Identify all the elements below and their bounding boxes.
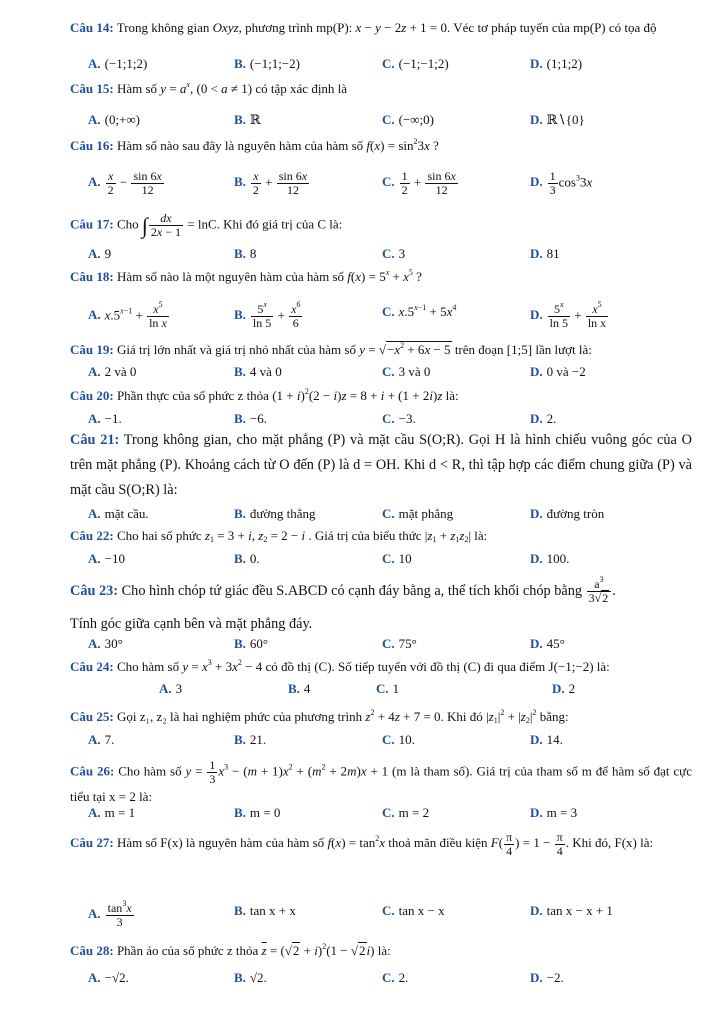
- question-15: Câu 15: Hàm số $y = a^x$, (0 < a ≠ 1) có tập xác định là: [70, 80, 348, 96]
- option-b[interactable]: B. $\frac{5^x}{\ln 5}$ + $\frac{x^6}{6}$: [234, 300, 301, 330]
- option-d[interactable]: D. 45°: [530, 636, 565, 651]
- question-23: Câu 23: Cho hình chóp tứ giác đều S.ABCD có cạnh đáy bằng a, thể tích khối chóp bằng $\frac{a^3}{3√2}$ .: [70, 575, 616, 605]
- answer-options-15: [88, 111, 698, 129]
- question-21: Câu 21: Trong không gian, cho mặt phẳng (P) và mặt cầu S(O;R). Gọi H là hình chiếu vuông góc của O trên mặt phẳng (P). Khoảng cách từ O đến (P) là d = OH. Khi d < R, thì tập hợp các điểm chung giữa (P) và mặt cầu S(O;R) là:: [70, 432, 692, 498]
- option-d[interactable]: D. 100.: [530, 551, 570, 566]
- question-17: Câu 17: Cho ∫ $\frac{dx}{2x - 1}$ = lnC. Khi đó giá trị của C là:: [70, 211, 343, 239]
- answer-options-25: [88, 731, 698, 749]
- answer-options-24: [70, 680, 700, 698]
- option-b[interactable]: B. $\frac{x}{2}$ + $\frac{\sin 6x}{12}$: [234, 169, 308, 197]
- option-d[interactable]: D. (1;1;2): [530, 56, 583, 71]
- question-26: Câu 26: Cho hàm số y = $\frac{1}{3}$ $x^3 - (m + 1)x^2 + (m^2 + 2m)x + 1$ (m là tham số). Giá trị của tham số m để hàm số đạt cực tiểu tại x = 2 là:: [70, 758, 692, 804]
- option-a[interactable]: A. −1.: [88, 411, 122, 426]
- option-a[interactable]: A. −√2.: [88, 970, 129, 985]
- answer-options-14: [88, 55, 698, 73]
- option-c[interactable]: C. tan x − x: [382, 903, 445, 918]
- answer-options-18: [88, 300, 698, 330]
- answer-options-21: [88, 505, 698, 523]
- option-b[interactable]: B. đường thẳng: [234, 506, 316, 521]
- option-c[interactable]: C. 75°: [382, 636, 417, 651]
- answer-options-20: [88, 410, 698, 428]
- option-d[interactable]: D. m = 3: [530, 805, 578, 820]
- option-a[interactable]: A. 2 và 0: [88, 364, 137, 379]
- question-14: Câu 14: Trong không gian Oxyz, phương trình mp(P): x − y − 2z + 1 = 0. Véc tơ pháp tuyến của mp(P) có tọa độ: [70, 20, 657, 35]
- option-c[interactable]: C. 3: [382, 246, 406, 261]
- answer-options-16: [88, 169, 698, 197]
- option-c[interactable]: C. 10.: [382, 732, 415, 747]
- option-b[interactable]: B. 60°: [234, 636, 269, 651]
- option-d[interactable]: D. 0 và −2: [530, 364, 586, 379]
- option-c[interactable]: C. $\frac{1}{2}$ + $\frac{\sin 6x}{12}$: [382, 169, 456, 197]
- option-a[interactable]: A. (−1;1;2): [88, 56, 148, 71]
- option-a[interactable]: A. m = 1: [88, 805, 136, 820]
- option-a[interactable]: A. 7.: [88, 732, 115, 747]
- option-d[interactable]: D. ℝ∖{0}: [530, 112, 585, 127]
- option-a[interactable]: A. 30°: [88, 636, 123, 651]
- option-d[interactable]: D. $\frac{5^x}{\ln 5}$ + $\frac{x^5}{\text{ln x}}$: [530, 300, 607, 330]
- option-d[interactable]: D. $\frac{1}{3}$ $\cos^33x$: [530, 169, 593, 197]
- option-b[interactable]: B. 21.: [234, 732, 267, 747]
- question-27: Câu 27: Hàm số F(x) là nguyên hàm của hàm số $f(x) = \tan^2x$ thoả mãn điều kiện F( $\frac{\pi}{4}$ ) = 1 − $\frac{\pi}{4}$ . Khi đó, F(x) là:: [70, 829, 654, 858]
- option-a[interactable]: A. $\frac{\tan^3x}{3}$: [88, 899, 132, 929]
- answer-options-17: [88, 245, 698, 263]
- option-b[interactable]: B. 8: [234, 246, 257, 261]
- option-b[interactable]: B. m = 0: [234, 805, 281, 820]
- option-d[interactable]: D. tan x − x + 1: [530, 903, 613, 918]
- question-19: Câu 19: Giá trị lớn nhất và giá trị nhỏ nhất của hàm số $y = √-x^2 + 6x - 5$ trên đoạn [1;5] lần lượt là:: [70, 341, 592, 357]
- answer-options-26: [88, 804, 698, 822]
- option-a[interactable]: A. (0;+∞): [88, 112, 141, 127]
- option-b[interactable]: B. (−1;1;−2): [234, 56, 300, 71]
- answer-options-22: [88, 550, 698, 568]
- answer-options-19: [88, 363, 698, 381]
- option-d[interactable]: D. 81: [530, 246, 560, 261]
- option-c[interactable]: C. 3 và 0: [382, 364, 431, 379]
- option-a[interactable]: A. $\frac{x}{2}$ − $\frac{\sin 6x}{12}$: [88, 169, 162, 197]
- question-20: Câu 20: Phần thực của số phức z thỏa $(1 + i)^2(2 - i)z = 8 + i + (1 + 2i)z$ là:: [70, 387, 459, 403]
- option-c[interactable]: C. mặt phẳng: [382, 506, 454, 521]
- option-d[interactable]: D. 2: [552, 681, 576, 696]
- option-a[interactable]: A. −10: [88, 551, 125, 566]
- option-c[interactable]: C. 2.: [382, 970, 409, 985]
- question-number: Câu 14:: [70, 20, 114, 35]
- option-c[interactable]: C. 10: [382, 551, 412, 566]
- option-b[interactable]: B. 4 và 0: [234, 364, 282, 379]
- option-c[interactable]: C. (−∞;0): [382, 112, 435, 127]
- question-24: Câu 24: Cho hàm số $y = x^3 + 3x^2 - 4$ có đồ thị (C). Số tiếp tuyến với đồ thị (C) đi qua điểm J(−1;−2) là:: [70, 658, 610, 674]
- option-b[interactable]: B. −6.: [234, 411, 268, 426]
- option-d[interactable]: D. −2.: [530, 970, 564, 985]
- question-22: Câu 22: Cho hai số phức $z_1 = 3 + i$, $z_2 = 2 - i$ . Giá trị của biểu thức $|z_1 + z_1z_2|$ là:: [70, 528, 488, 544]
- question-25: Câu 25: Gọi z₁, z₂ là hai nghiệm phức của phương trình $z^2 + 4z + 7 = 0$. Khi đó $|z_1|^2 + |z_2|^2$ bằng:: [70, 708, 569, 725]
- option-d[interactable]: D. đường tròn: [530, 506, 605, 521]
- option-c[interactable]: C. 1: [376, 681, 400, 696]
- option-b[interactable]: B. ℝ: [234, 112, 261, 127]
- option-b[interactable]: B. tan x + x: [234, 903, 296, 918]
- question-23-line-2: Tính góc giữa cạnh bên và mặt phẳng đáy.: [70, 616, 313, 632]
- question-28: Câu 28: Phần ảo của số phức z thỏa $\overline{z} = (√2 + i)^2(1 - √2i)$ là:: [70, 942, 391, 958]
- question-16: Câu 16: Hàm số nào sau đây là nguyên hàm của hàm số $f(x) = \sin^23x$ ?: [70, 137, 439, 153]
- question-18: Câu 18: Hàm số nào là một nguyên hàm của hàm số $f(x) = 5^x + x^5$ ?: [70, 268, 422, 284]
- option-b[interactable]: B. 4: [288, 681, 311, 696]
- answer-options-28: [88, 969, 698, 987]
- option-a[interactable]: A. 9: [88, 246, 112, 261]
- option-a[interactable]: A. 3: [159, 681, 183, 696]
- option-b[interactable]: B. √2.: [234, 970, 267, 985]
- option-a[interactable]: A. $x.5^{x-1}$ + $\frac{x^5}{\text{ln x}}$: [88, 300, 167, 330]
- option-c[interactable]: C. (−1;−1;2): [382, 56, 449, 71]
- option-d[interactable]: D. 2.: [530, 411, 557, 426]
- option-c[interactable]: C. $x.5^{x-1} + 5x^4$: [382, 303, 457, 319]
- option-b[interactable]: B. 0.: [234, 551, 260, 566]
- option-a[interactable]: A. mặt cầu.: [88, 506, 149, 521]
- option-c[interactable]: C. m = 2: [382, 805, 430, 820]
- option-c[interactable]: C. −3.: [382, 411, 416, 426]
- answer-options-27: [88, 899, 698, 929]
- answer-options-23: [88, 635, 698, 653]
- option-d[interactable]: D. 14.: [530, 732, 563, 747]
